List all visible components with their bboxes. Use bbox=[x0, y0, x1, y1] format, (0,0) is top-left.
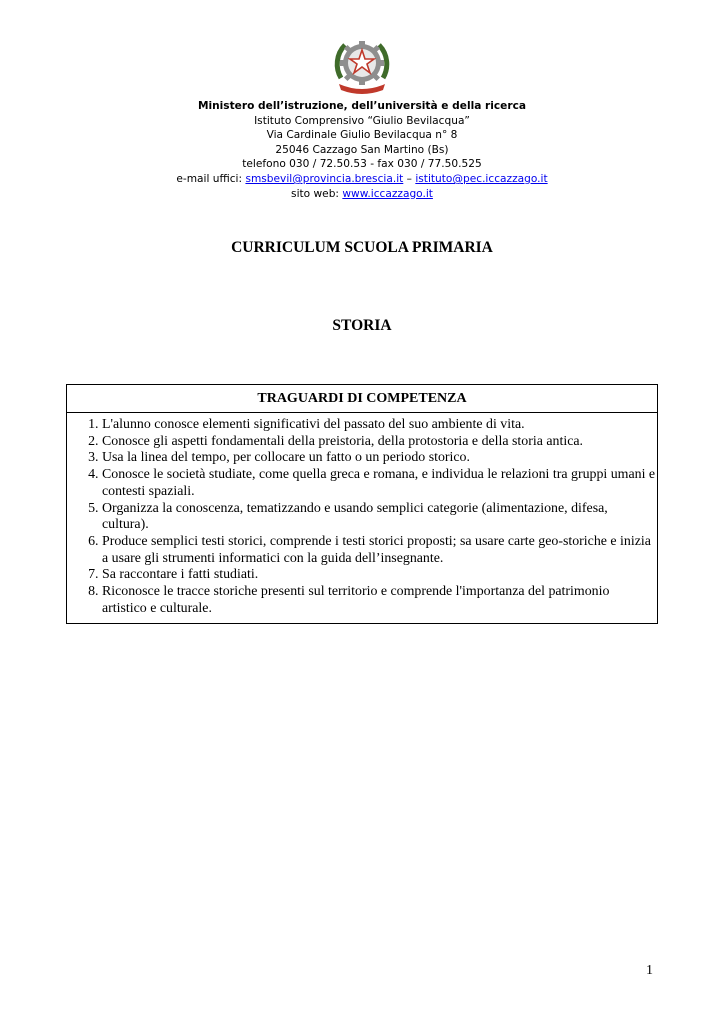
list-item: 3. Usa la linea del tempo, per collocare un fatto o un periodo storico. bbox=[102, 450, 657, 467]
list-item: 1. L'alunno conosce elementi significativi del passato del suo ambiente di vita. bbox=[102, 417, 657, 434]
document-title: CURRICULUM SCUOLA PRIMARIA bbox=[231, 239, 493, 256]
letterhead bbox=[0, 99, 724, 201]
list-item: 5. Organizza la conoscenza, tematizzando e usando semplici categorie (alimentazione, difesa, cultura). bbox=[102, 501, 657, 534]
list-item: 2. Conosce gli aspetti fondamentali della preistoria, della protostoria e della storia antica. bbox=[102, 434, 657, 451]
institute-address: Via Cardinale Giulio Bevilacqua n° 8 bbox=[266, 129, 458, 142]
competence-heading: TRAGUARDI DI COMPETENZA bbox=[67, 385, 657, 413]
list-item: 8. Riconosce le tracce storiche presenti sul territorio e comprende l'importanza del patrimonio artistico e culturale. bbox=[102, 584, 657, 617]
competence-table bbox=[66, 384, 658, 624]
italian-republic-emblem-icon bbox=[331, 34, 393, 96]
ministry-name: Ministero dell’istruzione, dell’università e della ricerca bbox=[197, 100, 527, 112]
website-label: sito web: bbox=[291, 187, 343, 200]
website-line bbox=[0, 187, 724, 202]
subject-title: STORIA bbox=[332, 317, 392, 334]
list-item: 6. Produce semplici testi storici, comprende i testi storici proposti; sa usare carte geo-storiche e inizia a usare gli strumenti informatici con la guida dell’insegnante. bbox=[102, 534, 657, 567]
list-item: 4. Conosce le società studiate, come quella greca e romana, e individua le relazioni tra gruppi umani e contesti spaziali. bbox=[102, 467, 657, 500]
email-link-1[interactable]: smsbevil@provincia.brescia.it bbox=[245, 172, 404, 185]
email-line bbox=[0, 172, 724, 187]
email-separator: – bbox=[403, 172, 416, 185]
institute-name: Istituto Comprensivo “Giulio Bevilacqua” bbox=[254, 114, 470, 127]
email-label: e-mail uffici: bbox=[176, 172, 246, 185]
phone-fax: telefono 030 / 72.50.53 - fax 030 / 77.50.525 bbox=[242, 158, 482, 171]
competence-list bbox=[67, 417, 657, 617]
email-link-2[interactable]: istituto@pec.iccazzago.it bbox=[415, 172, 548, 185]
website-link[interactable]: www.iccazzago.it bbox=[342, 187, 433, 200]
institute-city: 25046 Cazzago San Martino (Bs) bbox=[275, 143, 449, 156]
list-item: 7. Sa raccontare i fatti studiati. bbox=[102, 567, 657, 584]
page-number: 1 bbox=[646, 963, 653, 978]
